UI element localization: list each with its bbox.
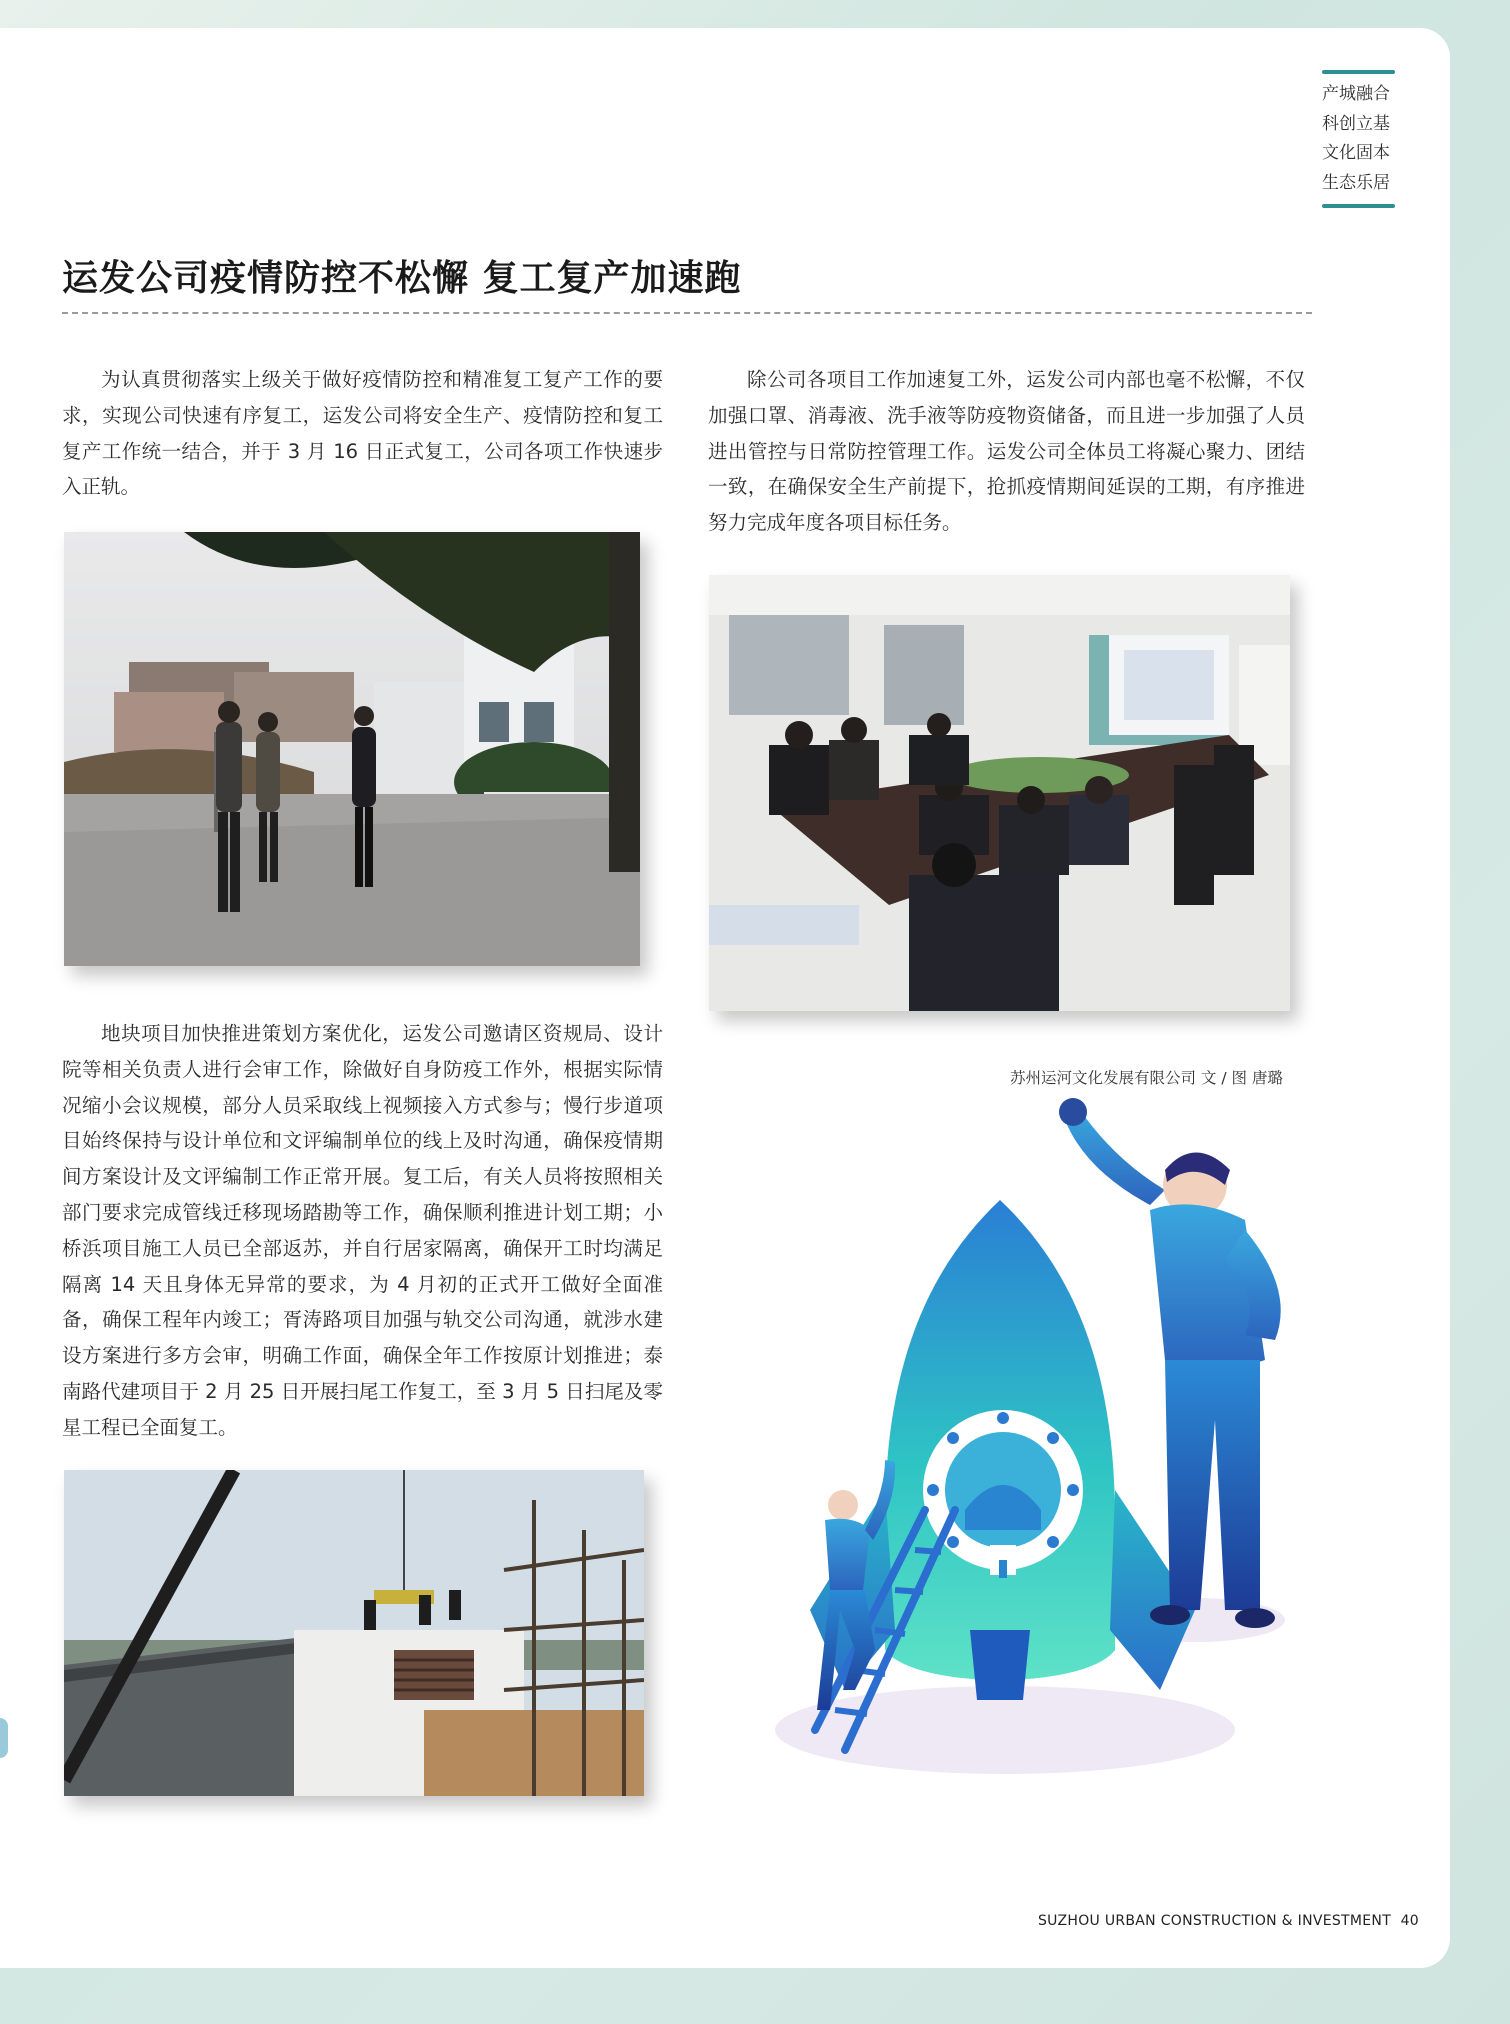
article-paragraph: 为认真贯彻落实上级关于做好疫情防控和精准复工复产工作的要求，实现公司快速有序复工，运发公司将安全生产、疫情防控和复工复产工作统一结合，并于 3 月 16 日正式复工，公司各项工作快速步入正轨。 [62,368,663,499]
photo-meeting-room [709,575,1290,1011]
photo-site-inspection [64,532,640,966]
article-paragraph: 除公司各项目工作加速复工外，运发公司内部也毫不松懈，不仅加强口罩、消毒液、洗手液等防疫物资储备，而且进一步加强了人员进出管控与日常防控管理工作。运发公司全体员工将凝心聚力、团结一致，在确保安全生产前提下，抢抓疫情期间延误的工期，有序推进努力完成年度各项目标任务。 [708,368,1305,535]
article-credit: 苏州运河文化发展有限公司 文 / 图 唐璐 [1010,1069,1283,1087]
tag-bar-top [1322,70,1395,74]
photo-construction-site [64,1470,644,1796]
section-tag: 文化固本 [1322,143,1390,163]
section-tag: 生态乐居 [1322,172,1390,193]
section-tag: 科创立基 [1322,113,1390,134]
article-title: 运发公司疫情防控不松懈 复工复产加速跑 [62,258,742,299]
section-tags [1322,70,1395,208]
page-footer [1038,1913,1419,1929]
title-divider [62,312,1312,314]
publication-name: SUZHOU URBAN CONSTRUCTION & INVESTMENT [1038,1913,1392,1929]
page-edge-marker [0,1718,8,1758]
rocket-illustration [755,1090,1355,1780]
article-paragraph: 地块项目加快推进策划方案优化，运发公司邀请区资规局、设计院等相关负责人进行会审工作，除做好自身防疫工作外，根据实际情况缩小会议规模，部分人员采取线上视频接入方式参与；慢行步道项目始终保持与设计单位和文评编制单位的线上及时沟通，确保疫情期间方案设计及文评编制工作正常开展。复工后，有关人员将按照相关部门要求完成管线迁移现场踏勘等工作，确保顺利推进计划工期；小桥浜项目施工人员已全部返苏，并自行居家隔离，确保开工时均满足隔离 14 天且身体无异常的要求，为 4 月初的正式开工做好全面准备，确保工程年内竣工；胥涛路项目加强与轨交公司沟通，就涉水建设方案进行多方会审，明确工作面，确保全年工作按原计划推进；泰南路代建项目于 2 月 25 日开展扫尾工作复工，至 3 月 5 日扫尾及零星工程已全面复工。 [62,1022,663,1439]
page-number: 40 [1400,1913,1419,1929]
tag-bar-bottom [1322,204,1395,208]
section-tag: 产城融合 [1322,84,1390,104]
